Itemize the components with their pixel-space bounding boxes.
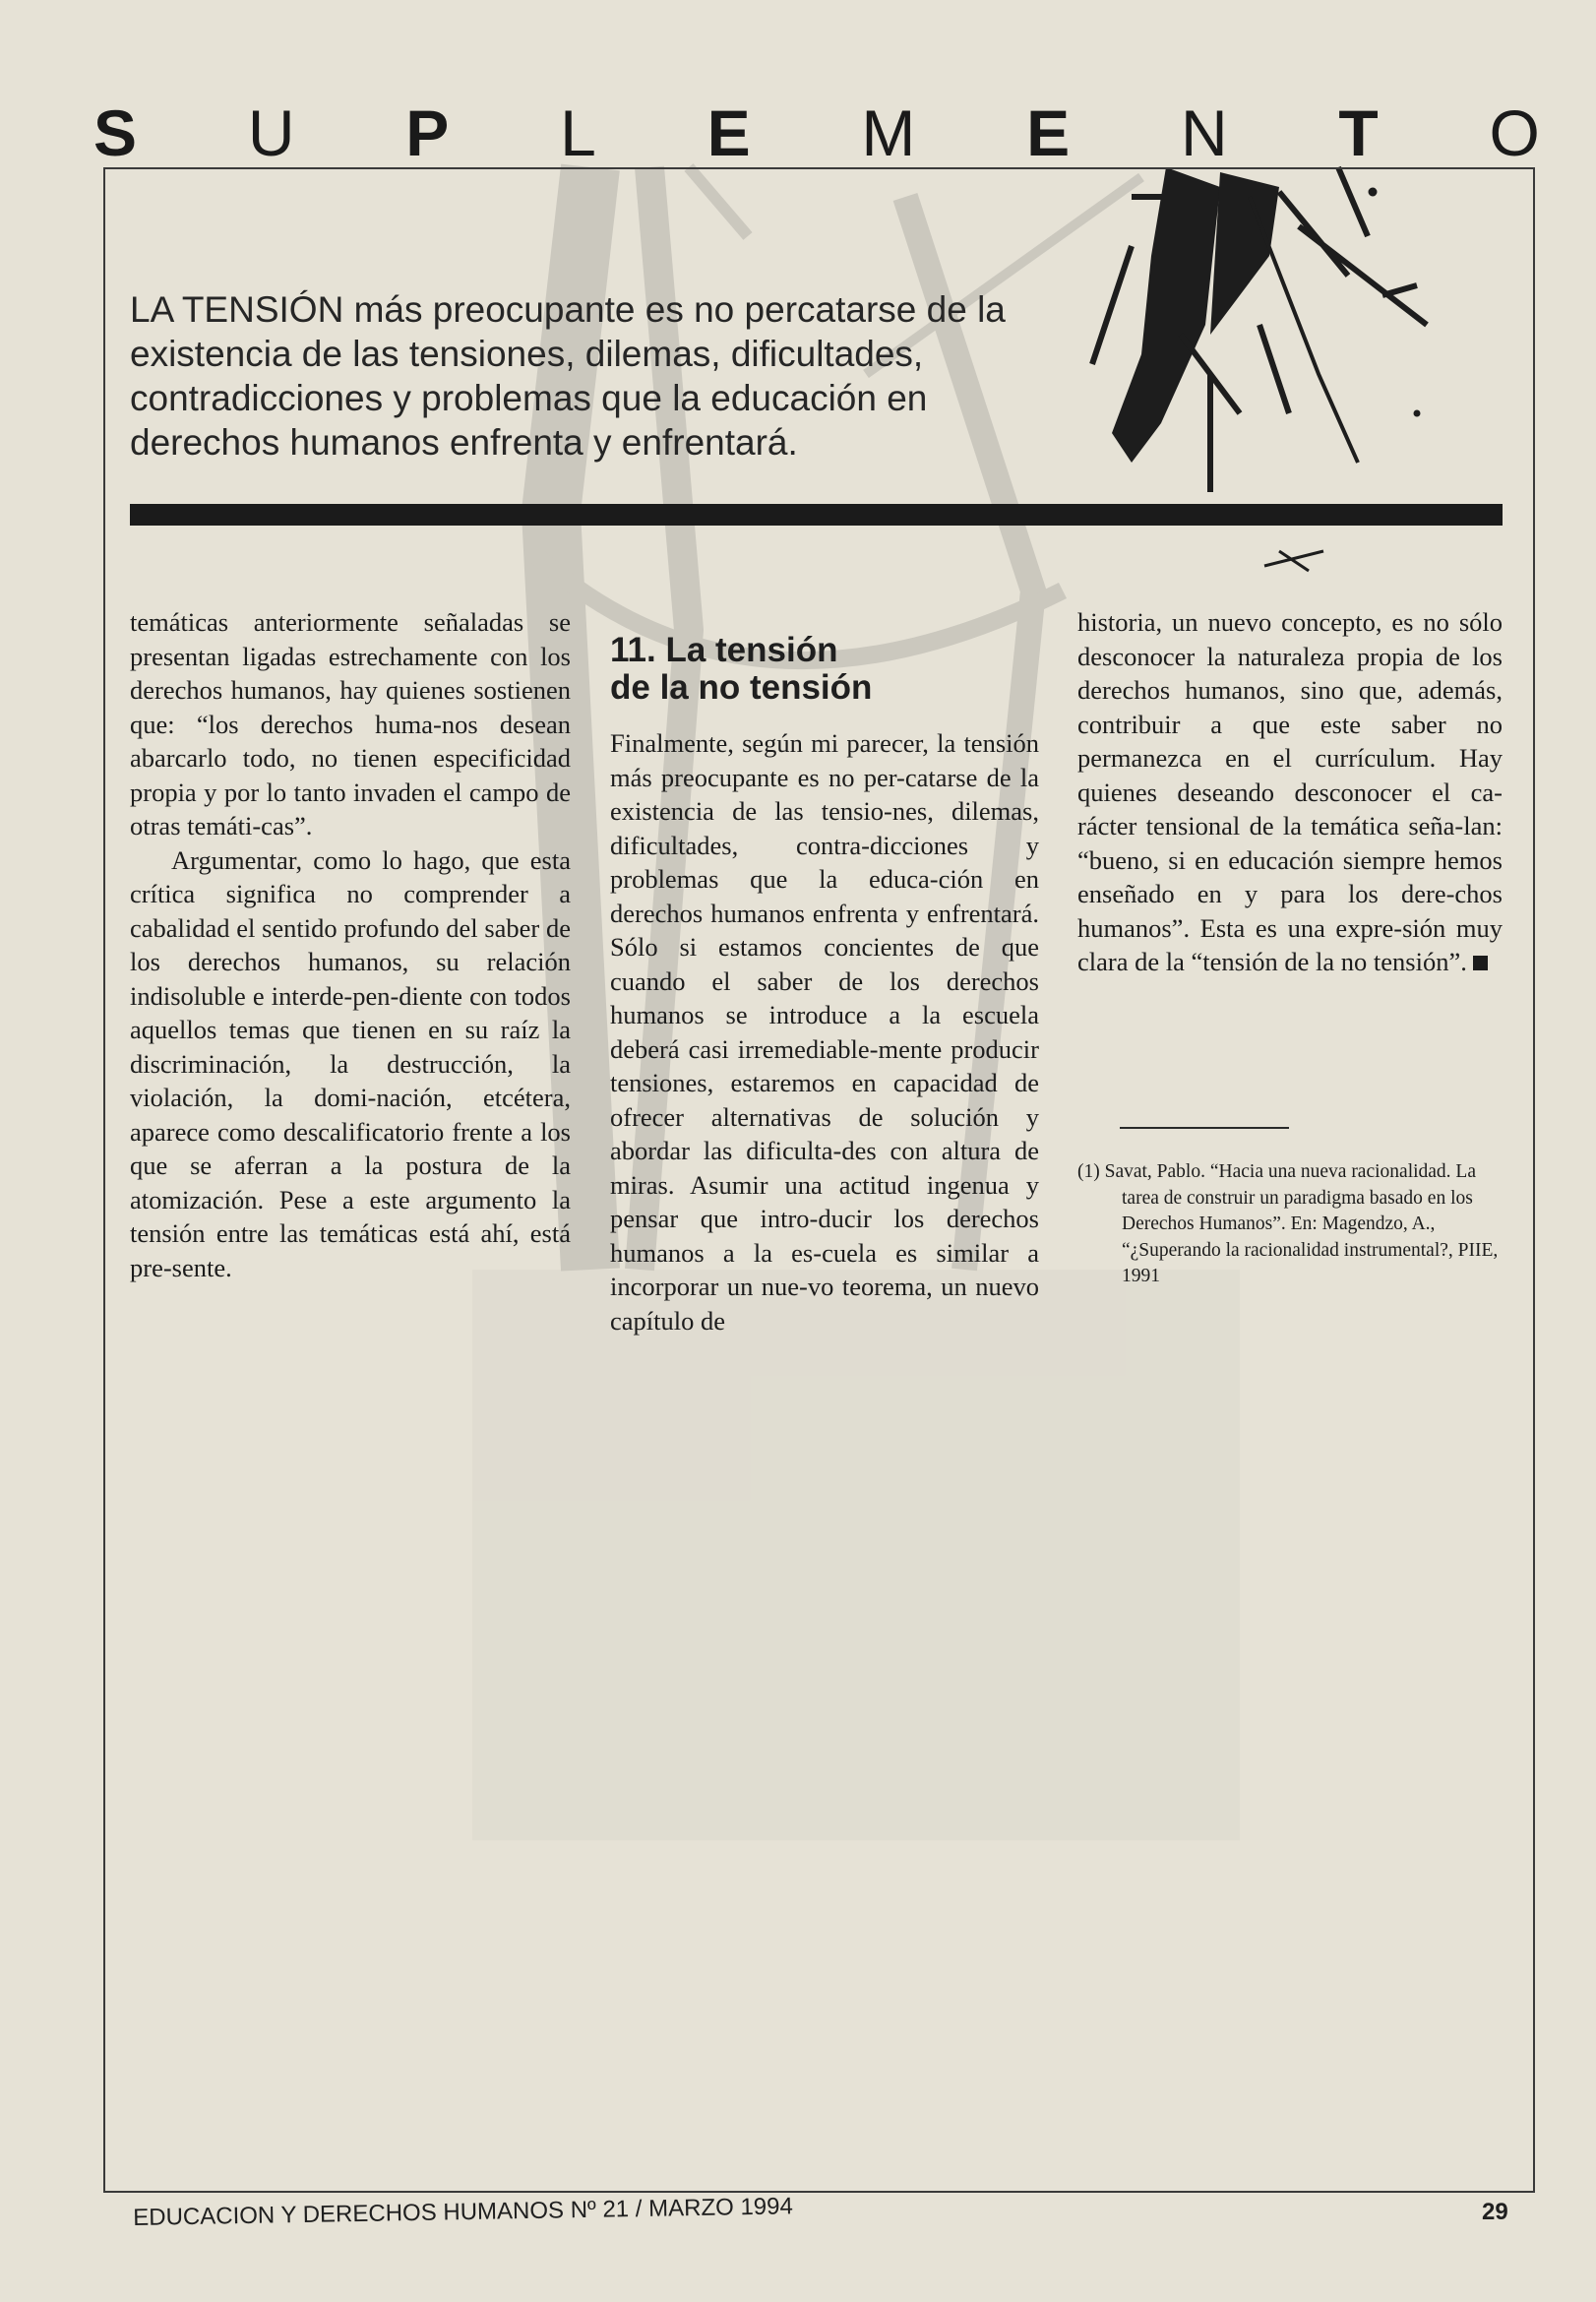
masthead-letter: O (1489, 96, 1540, 169)
supplement-masthead (93, 98, 1540, 167)
masthead-letter: T (1338, 96, 1379, 169)
footnote-separator (1120, 1127, 1289, 1129)
page-number: 29 (1482, 2199, 1508, 2225)
section-heading-line: 11. La tensión (610, 631, 838, 669)
masthead-letter: E (1026, 96, 1071, 169)
masthead-letter: P (405, 96, 450, 169)
section-heading-line: de la no tensión (610, 668, 873, 707)
paragraph: temáticas anteriormente señaladas se presentan ligadas estrechamente con los derechos humanos, hay quienes sostienen que: “los derechos huma-nos desean abarcarlo todo, no tienen especificidad propia y por lo tanto invaden el campo de otras temáti-cas”. (130, 607, 571, 840)
paragraph-text: historia, un nuevo concepto, es no sólo desconocer la naturaleza propia de los derechos humanos, sino que, además, contribuir a que este saber no permanezca en el currículum. Hay quienes deseando desconocer el ca-rácter tensional de la temática seña-lan: “bueno, si en educación siempre hemos enseñado en y para los dere-chos humanos”. Esta es una expre-sión muy clara de la “tensión de la no tensión”. (1077, 607, 1503, 976)
masthead-letter: S (93, 96, 138, 169)
masthead-letter: U (247, 96, 295, 169)
section-heading (610, 632, 1039, 707)
paragraph: Finalmente, según mi parecer, la tensión más preocupante es no per-catarse de la existencia de las tensio-nes, dilemas, dificultades, contra-dicciones y problemas que la educa-ción en derechos humanos enfrenta y enfrentará. Sólo si estamos concientes de que cuando el saber de los derechos humanos se introduce a la escuela deberá casi irremediable-mente producir tensiones, estaremos en capacidad de ofrecer alternativas de solución y abordar las dificulta-des con altura de miras. Asumir una actitud ingenua y pensar que intro-ducir los derechos humanos a la es-cuela es similar a incorporar un nue-vo teorema, un nuevo capítulo de (610, 728, 1039, 1336)
publication-footer: EDUCACION Y DERECHOS HUMANOS Nº 21 / MARZO 1994 (133, 2193, 794, 2231)
paragraph: Argumentar, como lo hago, que esta crítica significa no comprender a cabalidad el sentido profundo del saber de los derechos humanos, su relación indisoluble e interde-pen-diente con todos aquellos temas que tienen en su raíz la discriminación, la destrucción, la violación, la domi-nación, etcétera, aparece como descalificatorio frente a los que se aferran a la postura de la atomización. Pese a este argumento la tensión entre las temáticas está ahí, está pre-sente. (130, 844, 571, 1282)
paragraph (1077, 605, 1503, 979)
end-of-article-mark (1473, 956, 1488, 970)
column-left (130, 605, 571, 1284)
footnote (1077, 1159, 1510, 1290)
masthead-letter: M (861, 96, 916, 169)
masthead-letter: E (706, 96, 751, 169)
lead-pullquote: LA TENSIÓN más preocupante es no percatarse de la existencia de las tensiones, dilemas, dificultades, contradicciones y problemas que la educación en derechos humanos enfrenta y enfrentará. (130, 289, 1006, 463)
masthead-letter: L (560, 96, 596, 169)
pullquote-divider (130, 504, 1503, 526)
column-middle (610, 632, 1039, 1338)
masthead-letter: N (1180, 96, 1228, 169)
column-right (1077, 605, 1503, 979)
footnote-text: (1) Savat, Pablo. “Hacia una nueva racionalidad. La tarea de construir un paradigma basado en los Derechos Humanos”. En: Magendzo, A., “¿Superando la racionalidad instrumental?, PIIE, 1991 (1077, 1161, 1499, 1286)
